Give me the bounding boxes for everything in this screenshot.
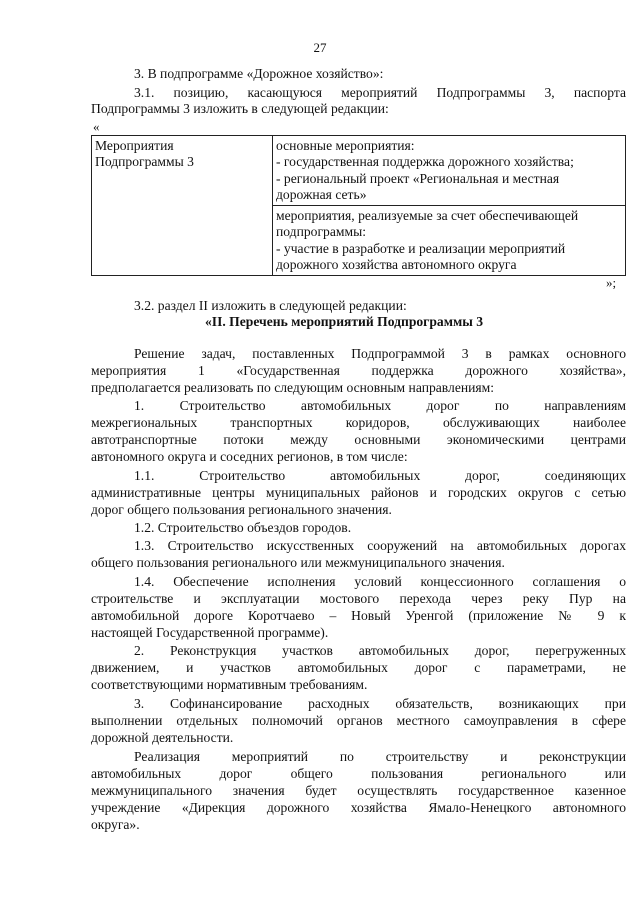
table-cell-support-activities — [273, 206, 626, 276]
paragraph-line: учреждение «Дирекция дорожного хозяйства Ямало-Ненецкого автономного — [91, 800, 626, 815]
table-cell-line: подпрограммы: — [276, 224, 366, 240]
paragraph-line: 1.3. Строительство искусственных сооружений на автомобильных дорогах — [134, 538, 626, 553]
table-cell-line: - государственная поддержка дорожного хозяйства; — [276, 154, 574, 170]
table-cell-line: мероприятия, реализуемые за счет обеспечивающей — [276, 208, 579, 224]
paragraph-line: движением, и участков автомобильных дорог с параметрами, не — [91, 660, 626, 675]
table-cell-line: - участие в разработке и реализации мероприятий — [276, 240, 566, 256]
paragraph-line: автономного округа и соседних регионов, в том числе: — [91, 449, 408, 464]
paragraph-line: 1.1. Строительство автомобильных дорог, соединяющих — [134, 468, 626, 483]
item-3-1-line2: Подпрограммы 3 изложить в следующей редакции: — [91, 101, 389, 116]
paragraph-line: 1.2. Строительство объездов городов. — [134, 520, 352, 535]
section-title: «II. Перечень мероприятий Подпрограммы 3 — [205, 314, 484, 329]
paragraph-line: дорог общего пользования регионального значения. — [91, 502, 392, 517]
paragraph-line: межмуниципального значения будет осуществлять государственное казенное — [91, 783, 626, 798]
paragraph-line: Реализация мероприятий по строительству и реконструкции — [134, 749, 626, 764]
table-cell-line: основные мероприятия: — [276, 138, 415, 153]
intro-line: 3. В подпрограмме «Дорожное хозяйство»: — [134, 66, 384, 81]
paragraph-line: административные центры муниципальных районов и городских округов с сетью — [91, 485, 626, 500]
paragraph-line: Решение задач, поставленных Подпрограммой 3 в рамках основного — [134, 346, 626, 361]
table-label-cell — [92, 136, 273, 276]
paragraph-line: автомобильной дороге Коротчаево – Новый Уренгой (приложение № 9 к — [91, 608, 626, 623]
table-cell-line: - региональный проект «Региональная и местная — [276, 170, 560, 186]
paragraph-line: строительстве и эксплуатации мостового перехода через реку Пур на — [91, 591, 626, 606]
paragraph-line: автомобильных дорог общего пользования регионального или — [91, 766, 626, 781]
paragraph-line: предполагается реализовать по следующим основным направлениям: — [91, 380, 495, 395]
paragraph-line: 1.4. Обеспечение исполнения условий концессионного соглашения о — [134, 574, 626, 589]
passport-table — [91, 135, 626, 276]
paragraph-line: округа». — [91, 817, 140, 832]
item-3-1-line1: 3.1. позицию, касающуюся мероприятий Подпрограммы 3, паспорта — [134, 85, 626, 100]
page-number: 27 — [313, 40, 327, 55]
paragraph-line: автотранспортные потоки между основными экономическими центрами — [91, 432, 626, 447]
table-cell-line: дорожная сеть» — [276, 186, 367, 202]
item-3-2: 3.2. раздел II изложить в следующей редакции: — [134, 298, 407, 313]
paragraph-line: 3. Софинансирование расходных обязательств, возникающих при — [134, 696, 626, 711]
paragraph-line: 1. Строительство автомобильных дорог по направлениям — [134, 398, 626, 413]
close-quote: »; — [606, 275, 617, 290]
paragraph-line: 2. Реконструкция участков автомобильных дорог, перегруженных — [134, 643, 626, 658]
open-quote: « — [93, 119, 100, 134]
paragraph-line: межрегиональных транспортных коридоров, обслуживающих наиболее — [91, 415, 626, 430]
table-label-line: Подпрограммы 3 — [95, 154, 194, 170]
table-cell-main-activities — [273, 136, 626, 206]
paragraph-line: выполнении отдельных полномочий органов местного самоуправления в сфере — [91, 713, 626, 728]
paragraph-line: общего пользования регионального или межмуниципального значения. — [91, 555, 505, 570]
paragraph-line: соответствующими нормативным требованиям. — [91, 677, 368, 692]
paragraph-line: мероприятия 1 «Государственная поддержка дорожного хозяйства», — [91, 363, 626, 378]
table-cell-line: дорожного хозяйства автономного округа — [276, 257, 517, 273]
paragraph-line: дорожной деятельности. — [91, 730, 234, 745]
table-label-line: Мероприятия — [95, 138, 174, 153]
paragraph-line: настоящей Государственной программе). — [91, 625, 329, 640]
